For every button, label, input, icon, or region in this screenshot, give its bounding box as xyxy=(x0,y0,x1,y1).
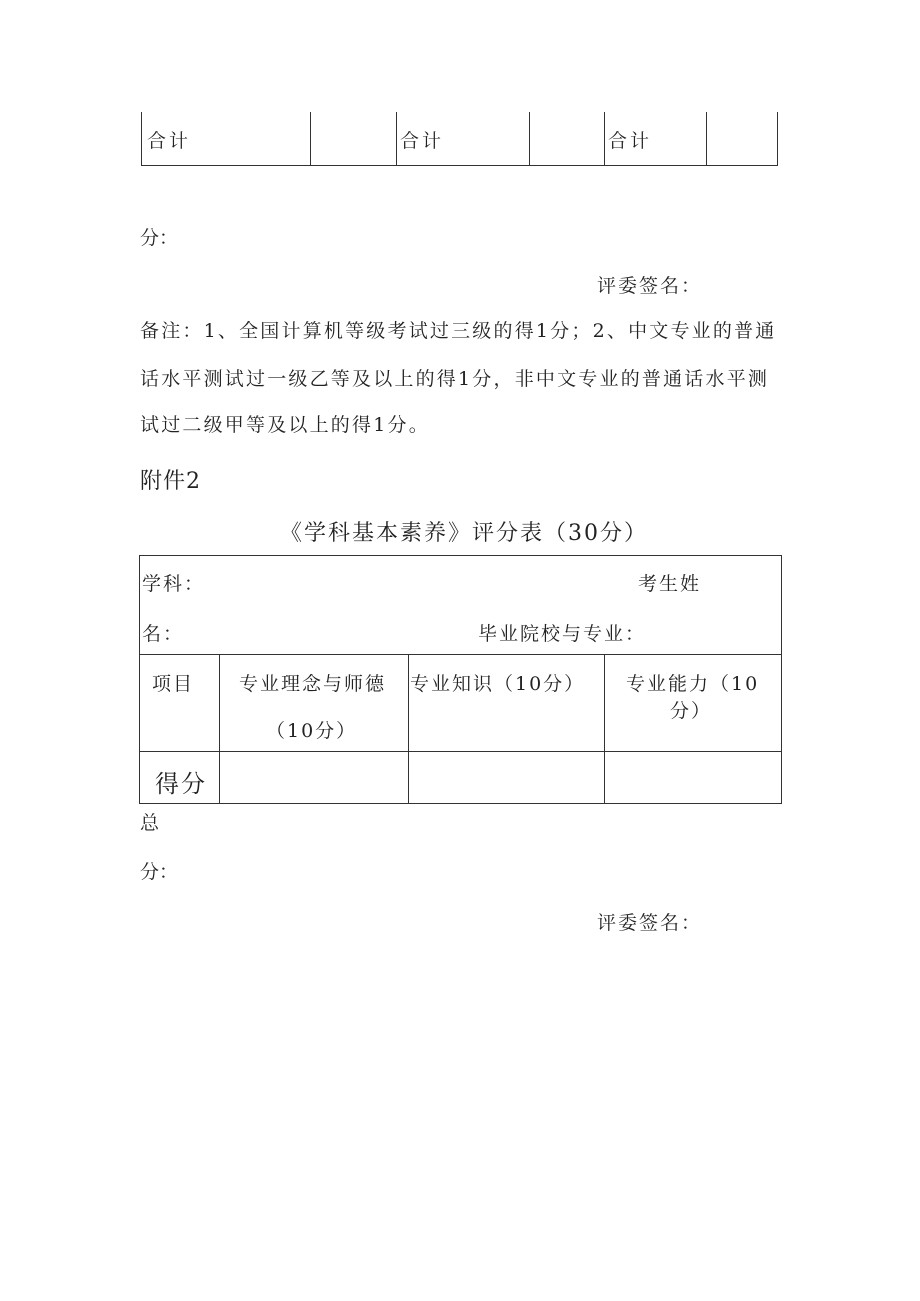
table-rule xyxy=(140,751,781,752)
attachment-label: 附件2 xyxy=(140,469,201,494)
note-line: 试过二级甲等及以上的得1分。 xyxy=(140,414,430,436)
candidate-name-label-cont: 名： xyxy=(142,623,185,645)
header-ethics-points: （10分） xyxy=(266,720,358,742)
score-row-label: 得分 xyxy=(155,770,207,798)
table-divider xyxy=(408,654,409,803)
note-line: 话水平测试过一级乙等及以上的得1分，非中文专业的普通话水平测 xyxy=(140,368,770,390)
table-divider xyxy=(529,112,530,165)
table-divider xyxy=(219,654,220,803)
judge-signature-label: 评委签名： xyxy=(597,275,703,297)
header-ability: 专业能力（10 xyxy=(626,673,760,695)
header-item: 项目 xyxy=(152,673,195,695)
subject-label: 学科： xyxy=(142,573,206,595)
school-major-label: 毕业院校与专业： xyxy=(478,623,647,645)
total-row-table xyxy=(141,112,778,166)
total-cell-label: 合计 xyxy=(608,130,653,152)
header-ethics: 专业理念与师德 xyxy=(239,673,387,695)
score-label: 分： xyxy=(140,227,179,249)
table-divider xyxy=(310,112,311,165)
table-divider xyxy=(706,112,707,165)
table-divider xyxy=(604,112,605,165)
total-label-cont: 分： xyxy=(140,861,179,883)
table-rule xyxy=(140,654,781,655)
header-ability-points: 分） xyxy=(670,700,713,722)
candidate-name-label: 考生姓 xyxy=(638,573,702,595)
note-line: 备注：1、全国计算机等级考试过三级的得1分；2、中文专业的普通 xyxy=(140,320,777,342)
total-label: 总 xyxy=(140,812,160,834)
scoring-table xyxy=(139,555,782,804)
table-divider xyxy=(604,654,605,803)
header-knowledge: 专业知识（10分） xyxy=(410,673,586,695)
judge-signature-label: 评委签名： xyxy=(597,912,703,934)
form-title: 《学科基本素养》评分表（30分） xyxy=(280,521,648,546)
table-divider xyxy=(396,112,397,165)
total-cell-label: 合计 xyxy=(400,130,445,152)
total-cell-label: 合计 xyxy=(147,130,192,152)
